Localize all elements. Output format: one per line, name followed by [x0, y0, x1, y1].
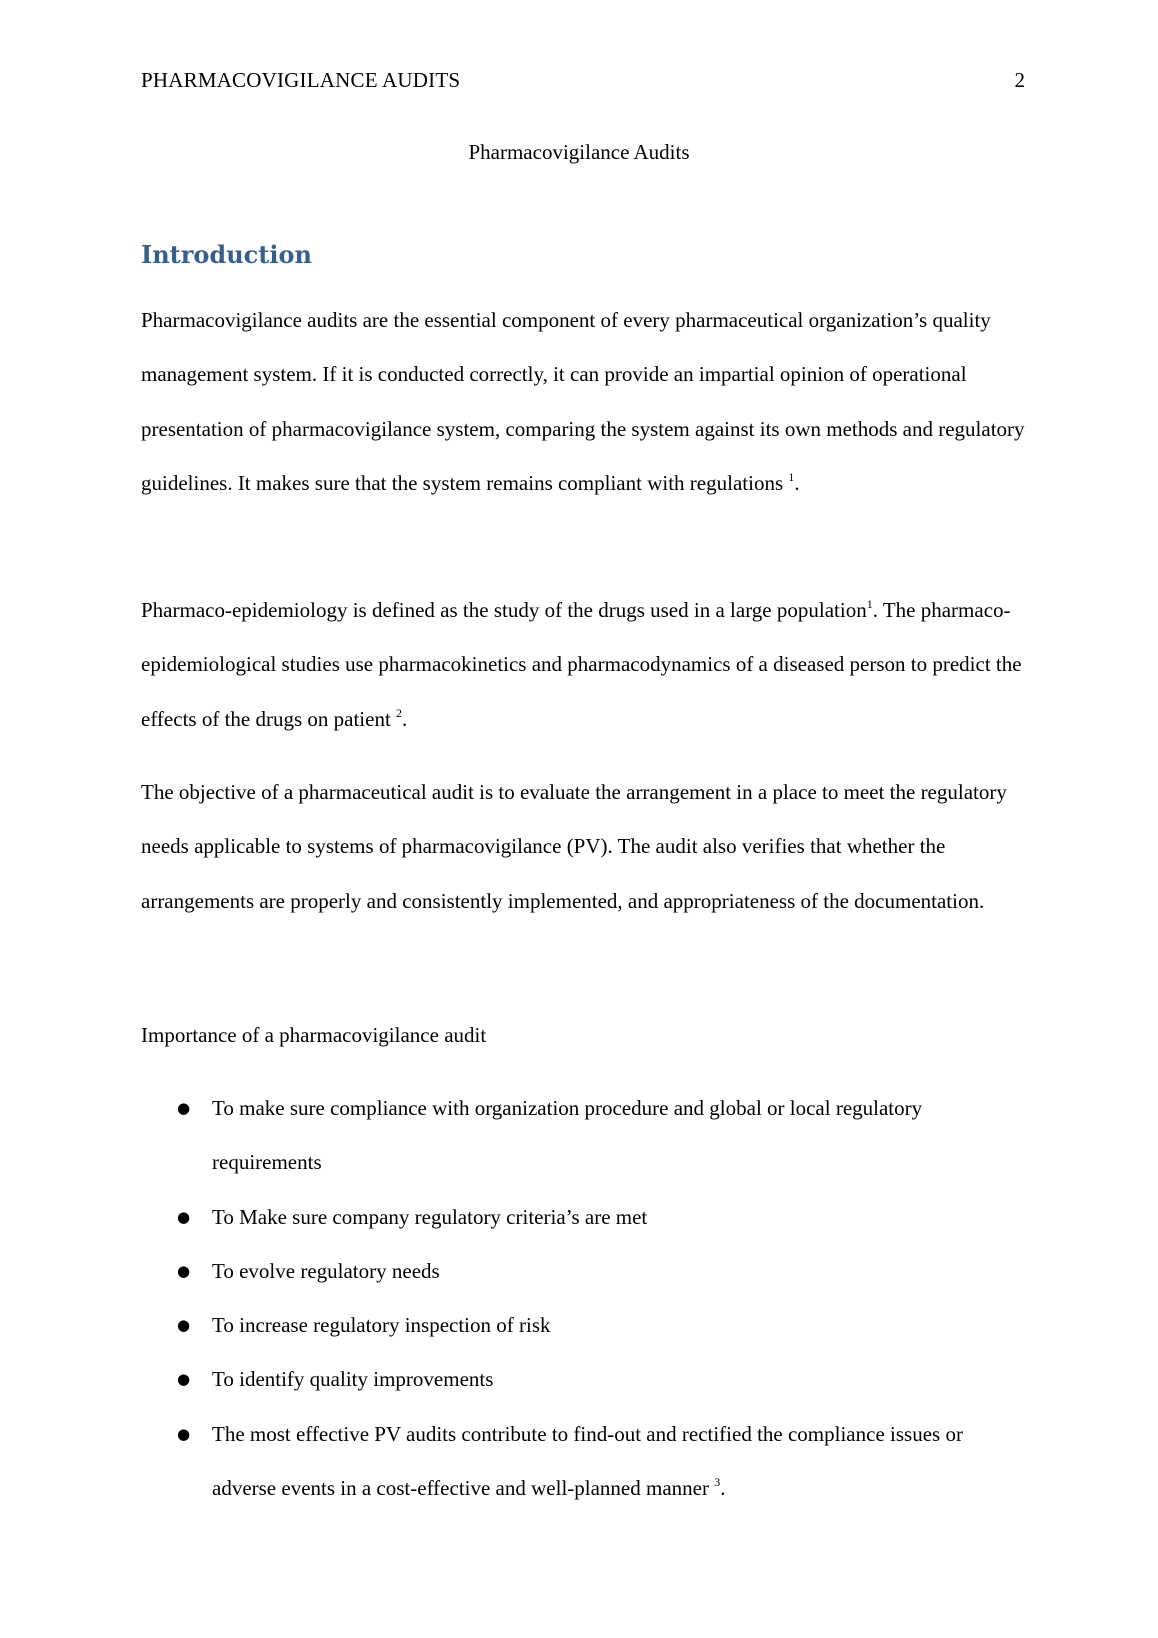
- paragraph-text: Pharmaco-epidemiology is defined as the study of the drugs used in a large population: [141, 598, 867, 622]
- list-item: [141, 1081, 1031, 1190]
- intro-paragraph-1: [141, 293, 1031, 510]
- introduction-heading: Introduction: [141, 240, 312, 269]
- list-item: [141, 1298, 1031, 1352]
- intro-paragraph-2: [141, 583, 1031, 746]
- citation-ref: 3: [714, 1475, 721, 1490]
- bullet-icon: ●: [177, 1261, 191, 1280]
- intro-paragraph-3: The objective of a pharmaceutical audit is to evaluate the arrangement in a place to meet the regulatory needs applicable to systems of pharmacovigilance (PV). The audit also verifies that whether the arrangements are properly and consistently implemented, and appropriateness of the documentation.: [141, 780, 1007, 913]
- list-item: [141, 1407, 1031, 1516]
- list-item: [141, 1244, 1031, 1298]
- importance-lead-in: Importance of a pharmacovigilance audit: [141, 1023, 487, 1047]
- importance-bullet-list: [141, 1081, 1031, 1515]
- list-item: [141, 1190, 1031, 1244]
- list-item-text: The most effective PV audits contribute to find-out and rectified the compliance issues or adverse events in a cost-effective and well-planned manner: [212, 1421, 963, 1501]
- document-title: Pharmacovigilance Audits: [468, 140, 690, 164]
- list-item: [141, 1352, 1031, 1406]
- paragraph-end: .: [402, 706, 408, 731]
- bullet-icon: ●: [177, 1370, 191, 1389]
- bullet-icon: ●: [177, 1316, 191, 1335]
- list-item-text: To increase regulatory inspection of risk: [212, 1313, 551, 1338]
- paragraph-text: . The pharmaco-epidemiological studies use pharmacokinetics and pharmacodynamics of a diseased person to predict the effects of the drugs on patient: [141, 598, 1022, 731]
- list-item-text: To evolve regulatory needs: [212, 1258, 440, 1283]
- citation-ref: 1: [866, 597, 873, 611]
- bullet-icon: ●: [177, 1099, 191, 1117]
- paragraph-text: Pharmacovigilance audits are the essential component of every pharmaceutical organization’s quality management system. If it is conducted correctly, it can provide an impartial opinion of operational presentation of pharmacovigilance system, comparing the system against its own methods and regulatory guidelines. It makes sure that the system remains compliant with regulations: [141, 308, 1025, 495]
- list-item-text: To identify quality improvements: [212, 1367, 494, 1392]
- bullet-icon: ●: [177, 1424, 191, 1443]
- list-item-text: To make sure compliance with organization procedure and global or local regulatory requirements: [212, 1096, 923, 1175]
- citation-ref: 1: [788, 469, 795, 484]
- running-head: PHARMACOVIGILANCE AUDITS: [141, 68, 461, 92]
- bullet-icon: ●: [177, 1207, 191, 1226]
- citation-ref: 2: [396, 705, 403, 720]
- list-item-end: .: [720, 1476, 726, 1501]
- page-number: 2: [1014, 68, 1025, 92]
- paragraph-end: .: [794, 470, 800, 495]
- list-item-text: To Make sure company regulatory criteria’s are met: [212, 1204, 648, 1229]
